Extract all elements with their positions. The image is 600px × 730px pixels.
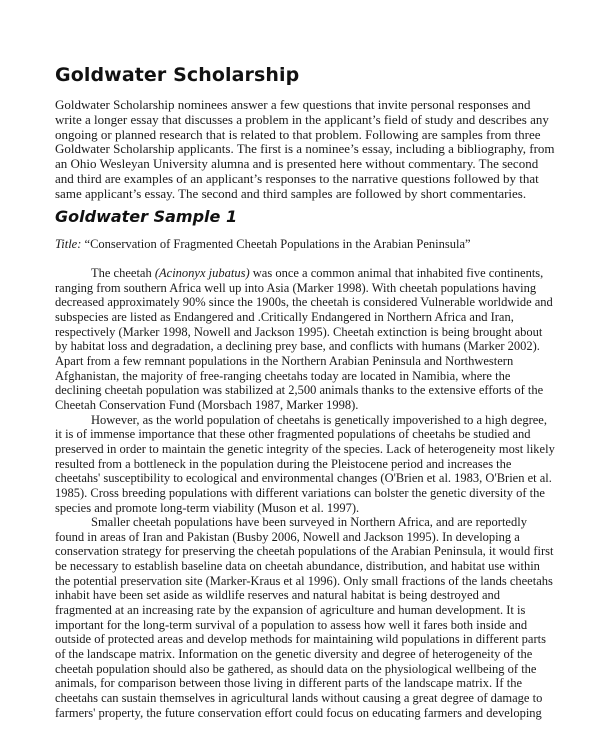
body-paragraph-2: However, as the world population of cheetahs is genetically impoverished to a high degree, it is of immense importance that these other fragmented populations of cheetahs be studied and preserved in order to maintain the genetic integrity of the species. Lack of heterogeneity most likely resulted from a bottleneck in the population during the Pleistocene period and increases the cheetahs' susceptibility to ecological and environmental changes (O'Brien et al. 1983, O'Brien et al. 1985). Cross breeding populations with different variations can bolster the genetic diversity of the species and promote long-term viability (Muson et al. 1997). <box>55 412 555 515</box>
essay-title-text: “Conservation of Fragmented Cheetah Populations in the Arabian Peninsula” <box>84 237 471 251</box>
species-name: (Acinonyx jubatus) <box>154 266 250 280</box>
body-paragraph-1 <box>55 266 557 413</box>
essay-title-label: Title: <box>55 237 82 251</box>
document-title: Goldwater Scholarship <box>55 64 300 86</box>
body-paragraph-3: Smaller cheetah populations have been surveyed in Northern Africa, and are reportedly found in areas of Iran and Pakistan (Busby 2006, Nowell and Jackson 1995). In developing a conservation strategy for preserving the cheetah populations of the Arabian Peninsula, it would first be necessary to establish baseline data on cheetah abundance, distribution, and habitat use within the potential preservation site (Marker-Kraus et al 1996). Only small fractions of the lands cheetahs inhabit have been set aside as wildlife reserves and natural habitat is being destroyed and fragmented at an increasing rate by the expansion of agriculture and human development. It is important for the long-term survival of a population to assess how well it fares both inside and outside of protected areas and develop methods for maintaining wild populations in different parts of the landscape matrix. Information on the genetic diversity and degree of heterogeneity of the cheetah population should also be gathered, as should data on the physiological wellbeing of the animals, for comparison between those living in different parts of the landscape matrix. If the cheetahs can sustain themselves in agricultural lands without causing a great degree of damage to farmers' property, the future conservation effort could focus on educating farmers and developing <box>55 515 554 720</box>
essay-title-line <box>55 237 471 252</box>
intro-paragraph: Goldwater Scholarship nominees answer a few questions that invite personal responses and write a longer essay that discusses a problem in the applicant’s field of study and describes any ongoing or planned research that is related to that problem. Following are samples from three Goldwater Scholarship applicants. The first is a nominee’s essay, including a bibliography, from an Ohio Wesleyan University alumna and is presented here without commentary. The second and third are examples of an applicant’s responses to the narrative questions followed by that same applicant’s essay. The second and third samples are followed by short commentaries. <box>55 97 555 201</box>
section-title: Goldwater Sample 1 <box>55 207 238 226</box>
paragraph-1-rest: was once a common animal that inhabited five continents, ranging from southern Africa well up into Asia (Marker 1998). With cheetah populations having decreased approximately 90% since the 1900s, the cheetah is considered Vulnerable worldwide and subspecies are listed as Endangered and .Critically Endangered in Northern Africa and Iran, respectively (Marker 1998, Nowell and Jackson 1995). Cheetah extinction is being brought about by habitat loss and degradation, a declining prey base, and conflicts with humans (Marker 2002). Apart from a few remnant populations in the Northern Arabian Peninsula and Northwestern Afghanistan, the majority of free-ranging cheetahs today are located in Namibia, where the declining cheetah population was stabilized at 2,500 animals thanks to the extensive efforts of the Cheetah Conservation Fund (Morsbach 1987, Marker 1998). <box>55 266 553 412</box>
paragraph-1-lead: The cheetah <box>91 266 155 280</box>
essay-body <box>55 266 557 720</box>
